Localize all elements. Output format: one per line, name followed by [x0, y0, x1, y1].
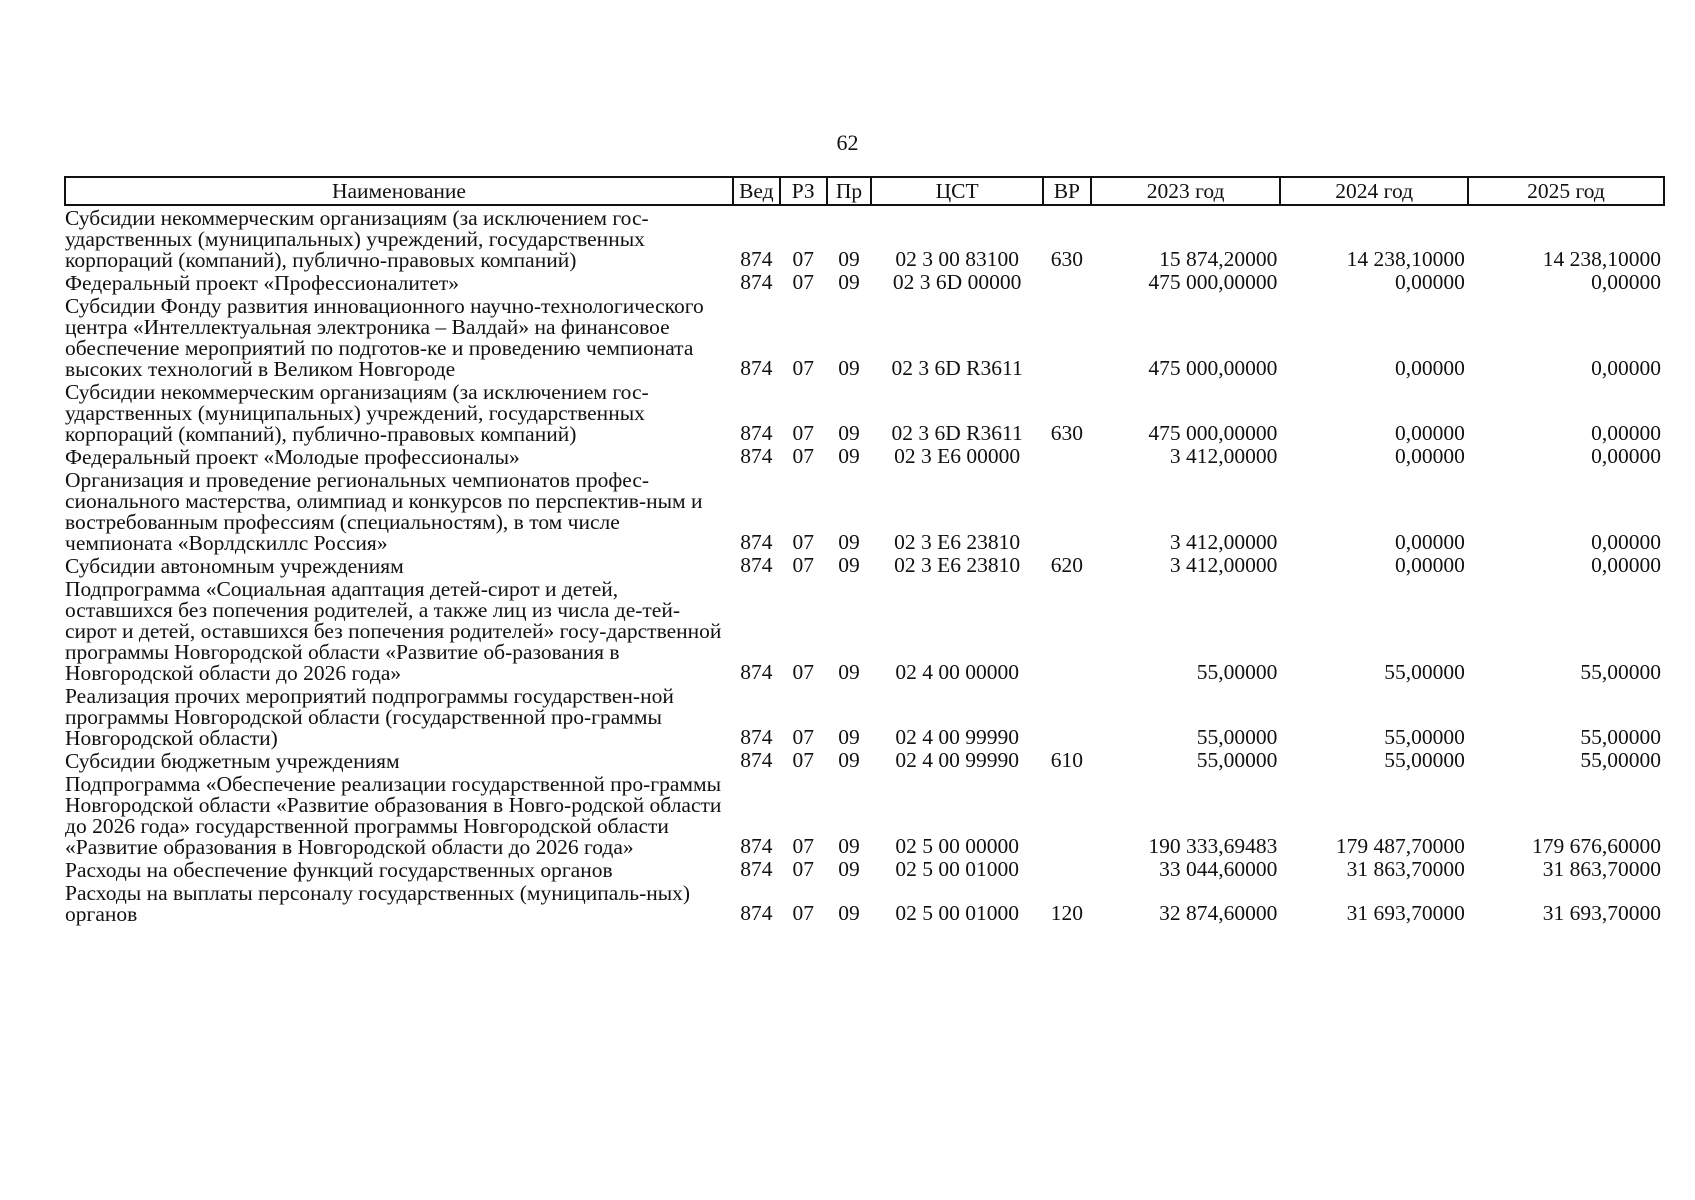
row-pr: 09 — [838, 901, 860, 925]
row-cst: 02 4 00 99990 — [895, 748, 1019, 772]
table-row — [65, 881, 1664, 925]
row-cst: 02 5 00 01000 — [895, 857, 1019, 881]
row-amount-2023: 55,00000 — [1196, 748, 1278, 772]
row-pr: 09 — [838, 247, 860, 271]
row-ved: 874 — [740, 748, 773, 772]
row-vr — [1043, 772, 1091, 858]
row-amount-2024: 0,00000 — [1395, 553, 1465, 577]
header-rz: РЗ — [780, 177, 827, 205]
row-name: Субсидии Фонду развития инновационного научно-технологического центра «Интеллектуальная электроника – Валдай» на финансовое обеспечение мероприятий по подготов-ке и проведению чемпионата высоких технологий в Великом Новгороде — [65, 294, 704, 381]
row-cst: 02 5 00 00000 — [895, 834, 1019, 858]
table-row — [65, 468, 1664, 554]
row-amount-2025: 0,00000 — [1591, 444, 1661, 468]
row-vr — [1043, 271, 1091, 294]
row-cst: 02 3 00 83100 — [895, 247, 1019, 271]
row-amount-2025: 0,00000 — [1591, 421, 1661, 445]
row-amount-2025: 0,00000 — [1591, 530, 1661, 554]
row-name: Субсидии некоммерческим организациям (за исключением гос-ударственных (муниципальных) учреждений, государственных корпораций (компаний), публично-правовых компаний) — [65, 380, 649, 446]
row-name: Подпрограмма «Социальная адаптация детей-сирот и детей, оставшихся без попечения родителей, а также лиц из числа де-тей-сирот и детей, оставшихся без попечения родителей» госу-дарственной программы Новгородской области «Развитие об-разования в Новгородской области до 2026 года» — [65, 577, 722, 685]
row-amount-2025: 0,00000 — [1591, 270, 1661, 294]
row-vr — [1043, 468, 1091, 554]
row-amount-2023: 32 874,60000 — [1159, 901, 1278, 925]
row-pr: 09 — [838, 270, 860, 294]
row-amount-2024: 0,00000 — [1395, 270, 1465, 294]
row-amount-2024: 14 238,10000 — [1346, 247, 1465, 271]
row-rz: 07 — [792, 553, 814, 577]
budget-table — [64, 176, 1665, 925]
row-vr — [1043, 858, 1091, 881]
row-amount-2024: 179 487,70000 — [1335, 834, 1465, 858]
row-vr: 610 — [1050, 748, 1083, 772]
header-2024: 2024 год — [1280, 177, 1467, 205]
table-row — [65, 554, 1664, 577]
row-amount-2025: 14 238,10000 — [1542, 247, 1661, 271]
row-pr: 09 — [838, 421, 860, 445]
row-rz: 07 — [792, 356, 814, 380]
row-vr — [1043, 577, 1091, 684]
row-cst: 02 4 00 00000 — [895, 660, 1019, 684]
row-amount-2023: 55,00000 — [1196, 725, 1278, 749]
row-amount-2025: 55,00000 — [1580, 748, 1661, 772]
row-rz: 07 — [792, 834, 814, 858]
row-amount-2024: 0,00000 — [1395, 421, 1465, 445]
row-amount-2025: 31 693,70000 — [1542, 901, 1661, 925]
row-ved: 874 — [740, 834, 773, 858]
row-amount-2024: 55,00000 — [1384, 725, 1465, 749]
row-pr: 09 — [838, 857, 860, 881]
row-cst: 02 3 E6 23810 — [894, 553, 1021, 577]
row-pr: 09 — [838, 748, 860, 772]
row-amount-2024: 55,00000 — [1384, 748, 1465, 772]
header-vr: ВР — [1043, 177, 1091, 205]
header-2023: 2023 год — [1091, 177, 1281, 205]
row-pr: 09 — [838, 834, 860, 858]
header-name: Наименование — [65, 177, 733, 205]
row-pr: 09 — [838, 356, 860, 380]
row-ved: 874 — [740, 270, 773, 294]
row-pr: 09 — [838, 725, 860, 749]
row-amount-2023: 15 874,20000 — [1159, 247, 1278, 271]
row-amount-2024: 31 693,70000 — [1346, 901, 1465, 925]
table-row — [65, 205, 1664, 271]
table-row — [65, 445, 1664, 468]
row-amount-2024: 0,00000 — [1395, 530, 1465, 554]
row-ved: 874 — [740, 444, 773, 468]
row-vr: 630 — [1050, 421, 1083, 445]
table-header — [65, 177, 1664, 205]
header-ved: Вед — [733, 177, 780, 205]
row-cst: 02 5 00 01000 — [895, 901, 1019, 925]
row-amount-2023: 190 333,69483 — [1148, 834, 1278, 858]
row-amount-2023: 475 000,00000 — [1148, 270, 1278, 294]
header-pr: Пр — [827, 177, 872, 205]
row-rz: 07 — [792, 748, 814, 772]
table-row — [65, 577, 1664, 684]
row-amount-2025: 179 676,60000 — [1532, 834, 1661, 858]
row-amount-2023: 3 412,00000 — [1169, 444, 1278, 468]
row-amount-2023: 3 412,00000 — [1169, 553, 1278, 577]
row-amount-2023: 33 044,60000 — [1159, 857, 1278, 881]
row-cst: 02 3 6D R3611 — [891, 421, 1023, 445]
row-vr — [1043, 684, 1091, 749]
row-name: Субсидии некоммерческим организациям (за исключением гос-ударственных (муниципальных) учреждений, государственных корпораций (компаний), публично-правовых компаний) — [65, 206, 649, 272]
row-cst: 02 3 E6 00000 — [894, 444, 1021, 468]
row-vr: 620 — [1050, 553, 1083, 577]
row-pr: 09 — [838, 530, 860, 554]
row-pr: 09 — [838, 553, 860, 577]
row-amount-2025: 55,00000 — [1580, 725, 1661, 749]
row-ved: 874 — [740, 660, 773, 684]
row-rz: 07 — [792, 725, 814, 749]
row-amount-2024: 55,00000 — [1384, 660, 1465, 684]
header-row — [65, 177, 1664, 205]
table-row — [65, 684, 1664, 749]
row-rz: 07 — [792, 444, 814, 468]
row-ved: 874 — [740, 530, 773, 554]
row-cst: 02 3 E6 23810 — [894, 530, 1021, 554]
row-amount-2025: 0,00000 — [1591, 553, 1661, 577]
row-vr — [1043, 445, 1091, 468]
table-row — [65, 858, 1664, 881]
row-amount-2024: 0,00000 — [1395, 444, 1465, 468]
row-ved: 874 — [740, 725, 773, 749]
row-vr — [1043, 294, 1091, 380]
row-cst: 02 3 6D R3611 — [891, 356, 1023, 380]
row-cst: 02 4 00 99990 — [895, 725, 1019, 749]
row-name: Реализация прочих мероприятий подпрограммы государствен-ной программы Новгородской области (государственной про-граммы Новгородской области) — [65, 684, 674, 750]
row-rz: 07 — [792, 421, 814, 445]
table-body — [65, 205, 1664, 925]
row-rz: 07 — [792, 857, 814, 881]
row-ved: 874 — [740, 421, 773, 445]
row-ved: 874 — [740, 356, 773, 380]
row-amount-2023: 3 412,00000 — [1169, 530, 1278, 554]
row-ved: 874 — [740, 857, 773, 881]
row-name: Организация и проведение региональных чемпионатов профес-сионального мастерства, олимпиад и конкурсов по перспектив-ным и востребованным профессиям (специальностям), в том числе чемпионата «Ворлдскиллс Россия» — [65, 468, 703, 555]
row-rz: 07 — [792, 530, 814, 554]
header-2025: 2025 год — [1468, 177, 1664, 205]
table-row — [65, 380, 1664, 445]
row-rz: 07 — [792, 247, 814, 271]
row-pr: 09 — [838, 660, 860, 684]
row-pr: 09 — [838, 444, 860, 468]
row-name: Расходы на выплаты персоналу государственных (муниципаль-ных) органов — [65, 881, 691, 926]
row-name: Подпрограмма «Обеспечение реализации государственной про-граммы Новгородской области «Развитие образования в Новго-родской области до 2026 года» государственной программы Новгородской области «Развитие образования в Новгородской области до 2026 года» — [65, 772, 722, 859]
row-rz: 07 — [792, 270, 814, 294]
row-ved: 874 — [740, 553, 773, 577]
table-row — [65, 271, 1664, 294]
row-amount-2023: 475 000,00000 — [1148, 421, 1278, 445]
row-amount-2025: 55,00000 — [1580, 660, 1661, 684]
row-ved: 874 — [740, 247, 773, 271]
row-name: Расходы на обеспечение функций государственных органов — [65, 858, 613, 882]
row-cst: 02 3 6D 00000 — [892, 270, 1022, 294]
row-name: Федеральный проект «Профессионалитет» — [65, 271, 460, 295]
row-amount-2024: 31 863,70000 — [1346, 857, 1465, 881]
row-vr: 120 — [1050, 901, 1083, 925]
table-row — [65, 294, 1664, 380]
row-rz: 07 — [792, 660, 814, 684]
row-ved: 874 — [740, 901, 773, 925]
row-amount-2024: 0,00000 — [1395, 356, 1465, 380]
page-number: 62 — [836, 130, 859, 155]
row-name: Федеральный проект «Молодые профессионалы» — [65, 445, 520, 469]
table-row — [65, 772, 1664, 858]
row-rz: 07 — [792, 901, 814, 925]
row-amount-2025: 0,00000 — [1591, 356, 1661, 380]
row-amount-2023: 55,00000 — [1196, 660, 1278, 684]
row-name: Субсидии бюджетным учреждениям — [65, 749, 400, 773]
row-name: Субсидии автономным учреждениям — [65, 554, 404, 578]
row-amount-2025: 31 863,70000 — [1542, 857, 1661, 881]
header-cst: ЦСТ — [871, 177, 1043, 205]
table-row — [65, 749, 1664, 772]
row-amount-2023: 475 000,00000 — [1148, 356, 1278, 380]
row-vr: 630 — [1050, 247, 1083, 271]
